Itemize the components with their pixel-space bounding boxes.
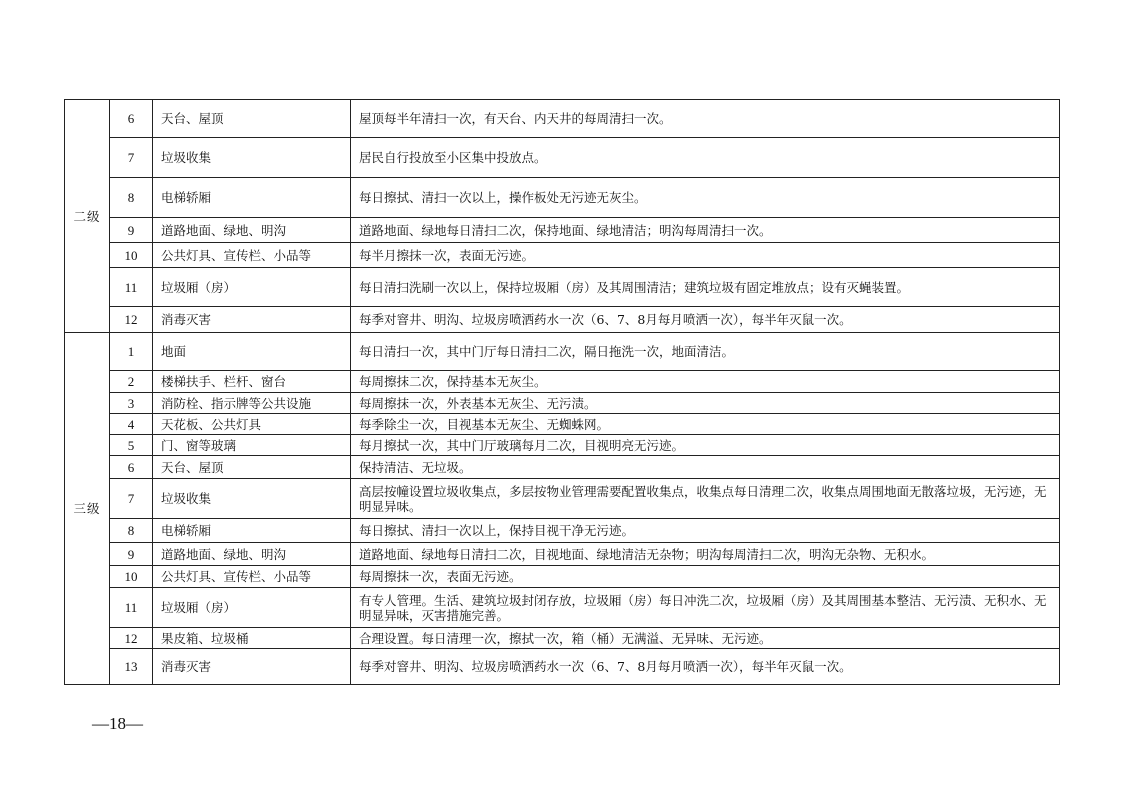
row-number-cell: 9	[110, 218, 153, 243]
item-cell: 道路地面、绿地、明沟	[153, 218, 351, 243]
page-number: —18—	[92, 714, 143, 733]
row-number-cell: 9	[110, 543, 153, 566]
table-row	[65, 435, 1060, 456]
item-cell: 电梯轿厢	[153, 519, 351, 543]
row-number-cell: 6	[110, 100, 153, 138]
table-row	[65, 333, 1060, 371]
item-cell: 消毒灭害	[153, 649, 351, 685]
row-number-cell: 3	[110, 393, 153, 414]
item-cell: 垃圾厢（房）	[153, 268, 351, 307]
row-number-cell: 7	[110, 138, 153, 178]
standard-cell: 屋顶每半年清扫一次，有天台、内天井的每周清扫一次。	[351, 100, 1060, 138]
item-cell: 楼梯扶手、栏杆、窗台	[153, 371, 351, 393]
table-row	[65, 479, 1060, 519]
standard-cell: 合理设置。每日清理一次，擦拭一次，箱（桶）无满溢、无异味、无污迹。	[351, 628, 1060, 649]
standard-cell: 每日擦拭、清扫一次以上，保持目视干净无污迹。	[351, 519, 1060, 543]
item-cell: 消毒灭害	[153, 307, 351, 333]
standard-cell: 每半月擦抹一次，表面无污迹。	[351, 243, 1060, 268]
standard-cell: 居民自行投放至小区集中投放点。	[351, 138, 1060, 178]
table-row	[65, 178, 1060, 218]
table-row	[65, 100, 1060, 138]
item-cell: 果皮箱、垃圾桶	[153, 628, 351, 649]
row-number-cell: 10	[110, 243, 153, 268]
table-row	[65, 218, 1060, 243]
item-cell: 公共灯具、宣传栏、小品等	[153, 566, 351, 588]
row-number-cell: 4	[110, 414, 153, 435]
table-row	[65, 371, 1060, 393]
standard-cell: 每季除尘一次，目视基本无灰尘、无蜘蛛网。	[351, 414, 1060, 435]
table-row	[65, 307, 1060, 333]
item-cell: 道路地面、绿地、明沟	[153, 543, 351, 566]
row-number-cell: 11	[110, 268, 153, 307]
row-number-cell: 10	[110, 566, 153, 588]
item-cell: 垃圾收集	[153, 138, 351, 178]
standard-cell: 高层按幢设置垃圾收集点，多层按物业管理需要配置收集点，收集点每日清理二次，收集点周围地面无散落垃圾，无污迹，无明显异味。	[351, 479, 1060, 519]
standard-cell: 道路地面、绿地每日清扫二次，目视地面、绿地清洁无杂物；明沟每周清扫二次，明沟无杂物、无积水。	[351, 543, 1060, 566]
row-number-cell: 12	[110, 307, 153, 333]
item-cell: 公共灯具、宣传栏、小品等	[153, 243, 351, 268]
standard-cell: 道路地面、绿地每日清扫二次，保持地面、绿地清洁；明沟每周清扫一次。	[351, 218, 1060, 243]
table-row	[65, 414, 1060, 435]
table-row	[65, 543, 1060, 566]
item-cell: 垃圾收集	[153, 479, 351, 519]
table-row	[65, 456, 1060, 479]
table-row	[65, 393, 1060, 414]
standard-cell: 每周擦抹一次，表面无污迹。	[351, 566, 1060, 588]
row-number-cell: 13	[110, 649, 153, 685]
table-row	[65, 566, 1060, 588]
standard-cell: 每日擦拭、清扫一次以上，操作板处无污迹无灰尘。	[351, 178, 1060, 218]
table-row	[65, 243, 1060, 268]
item-cell: 电梯轿厢	[153, 178, 351, 218]
level-cell: 三级	[65, 333, 110, 685]
row-number-cell: 8	[110, 519, 153, 543]
table-body	[65, 100, 1060, 685]
row-number-cell: 12	[110, 628, 153, 649]
standard-cell: 每日清扫洗刷一次以上，保持垃圾厢（房）及其周围清洁；建筑垃圾有固定堆放点；设有灭蝇装置。	[351, 268, 1060, 307]
standards-table	[64, 99, 1060, 685]
row-number-cell: 2	[110, 371, 153, 393]
row-number-cell: 1	[110, 333, 153, 371]
table-row	[65, 588, 1060, 628]
row-number-cell: 11	[110, 588, 153, 628]
standard-cell: 保持清洁、无垃圾。	[351, 456, 1060, 479]
table-row	[65, 649, 1060, 685]
table-row	[65, 628, 1060, 649]
item-cell: 天花板、公共灯具	[153, 414, 351, 435]
row-number-cell: 6	[110, 456, 153, 479]
row-number-cell: 8	[110, 178, 153, 218]
standard-cell: 每日清扫一次，其中门厅每日清扫二次，隔日拖洗一次，地面清洁。	[351, 333, 1060, 371]
item-cell: 垃圾厢（房）	[153, 588, 351, 628]
item-cell: 天台、屋顶	[153, 456, 351, 479]
standard-cell: 每周擦抹一次，外表基本无灰尘、无污渍。	[351, 393, 1060, 414]
row-number-cell: 7	[110, 479, 153, 519]
standard-cell: 每季对窨井、明沟、垃圾房喷洒药水一次（6、7、8月每月喷洒一次），每半年灭鼠一次。	[351, 649, 1060, 685]
level-cell: 二级	[65, 100, 110, 333]
standard-cell: 每季对窨井、明沟、垃圾房喷洒药水一次（6、7、8月每月喷洒一次），每半年灭鼠一次。	[351, 307, 1060, 333]
item-cell: 消防栓、指示牌等公共设施	[153, 393, 351, 414]
standard-cell: 每月擦拭一次，其中门厅玻璃每月二次，目视明亮无污迹。	[351, 435, 1060, 456]
row-number-cell: 5	[110, 435, 153, 456]
item-cell: 天台、屋顶	[153, 100, 351, 138]
standard-cell: 有专人管理。生活、建筑垃圾封闭存放，垃圾厢（房）每日冲洗二次，垃圾厢（房）及其周围基本整洁、无污渍、无积水、无明显异味，灭害措施完善。	[351, 588, 1060, 628]
standard-cell: 每周擦抹二次，保持基本无灰尘。	[351, 371, 1060, 393]
table-row	[65, 268, 1060, 307]
item-cell: 地面	[153, 333, 351, 371]
table-row	[65, 138, 1060, 178]
table-row	[65, 519, 1060, 543]
item-cell: 门、窗等玻璃	[153, 435, 351, 456]
